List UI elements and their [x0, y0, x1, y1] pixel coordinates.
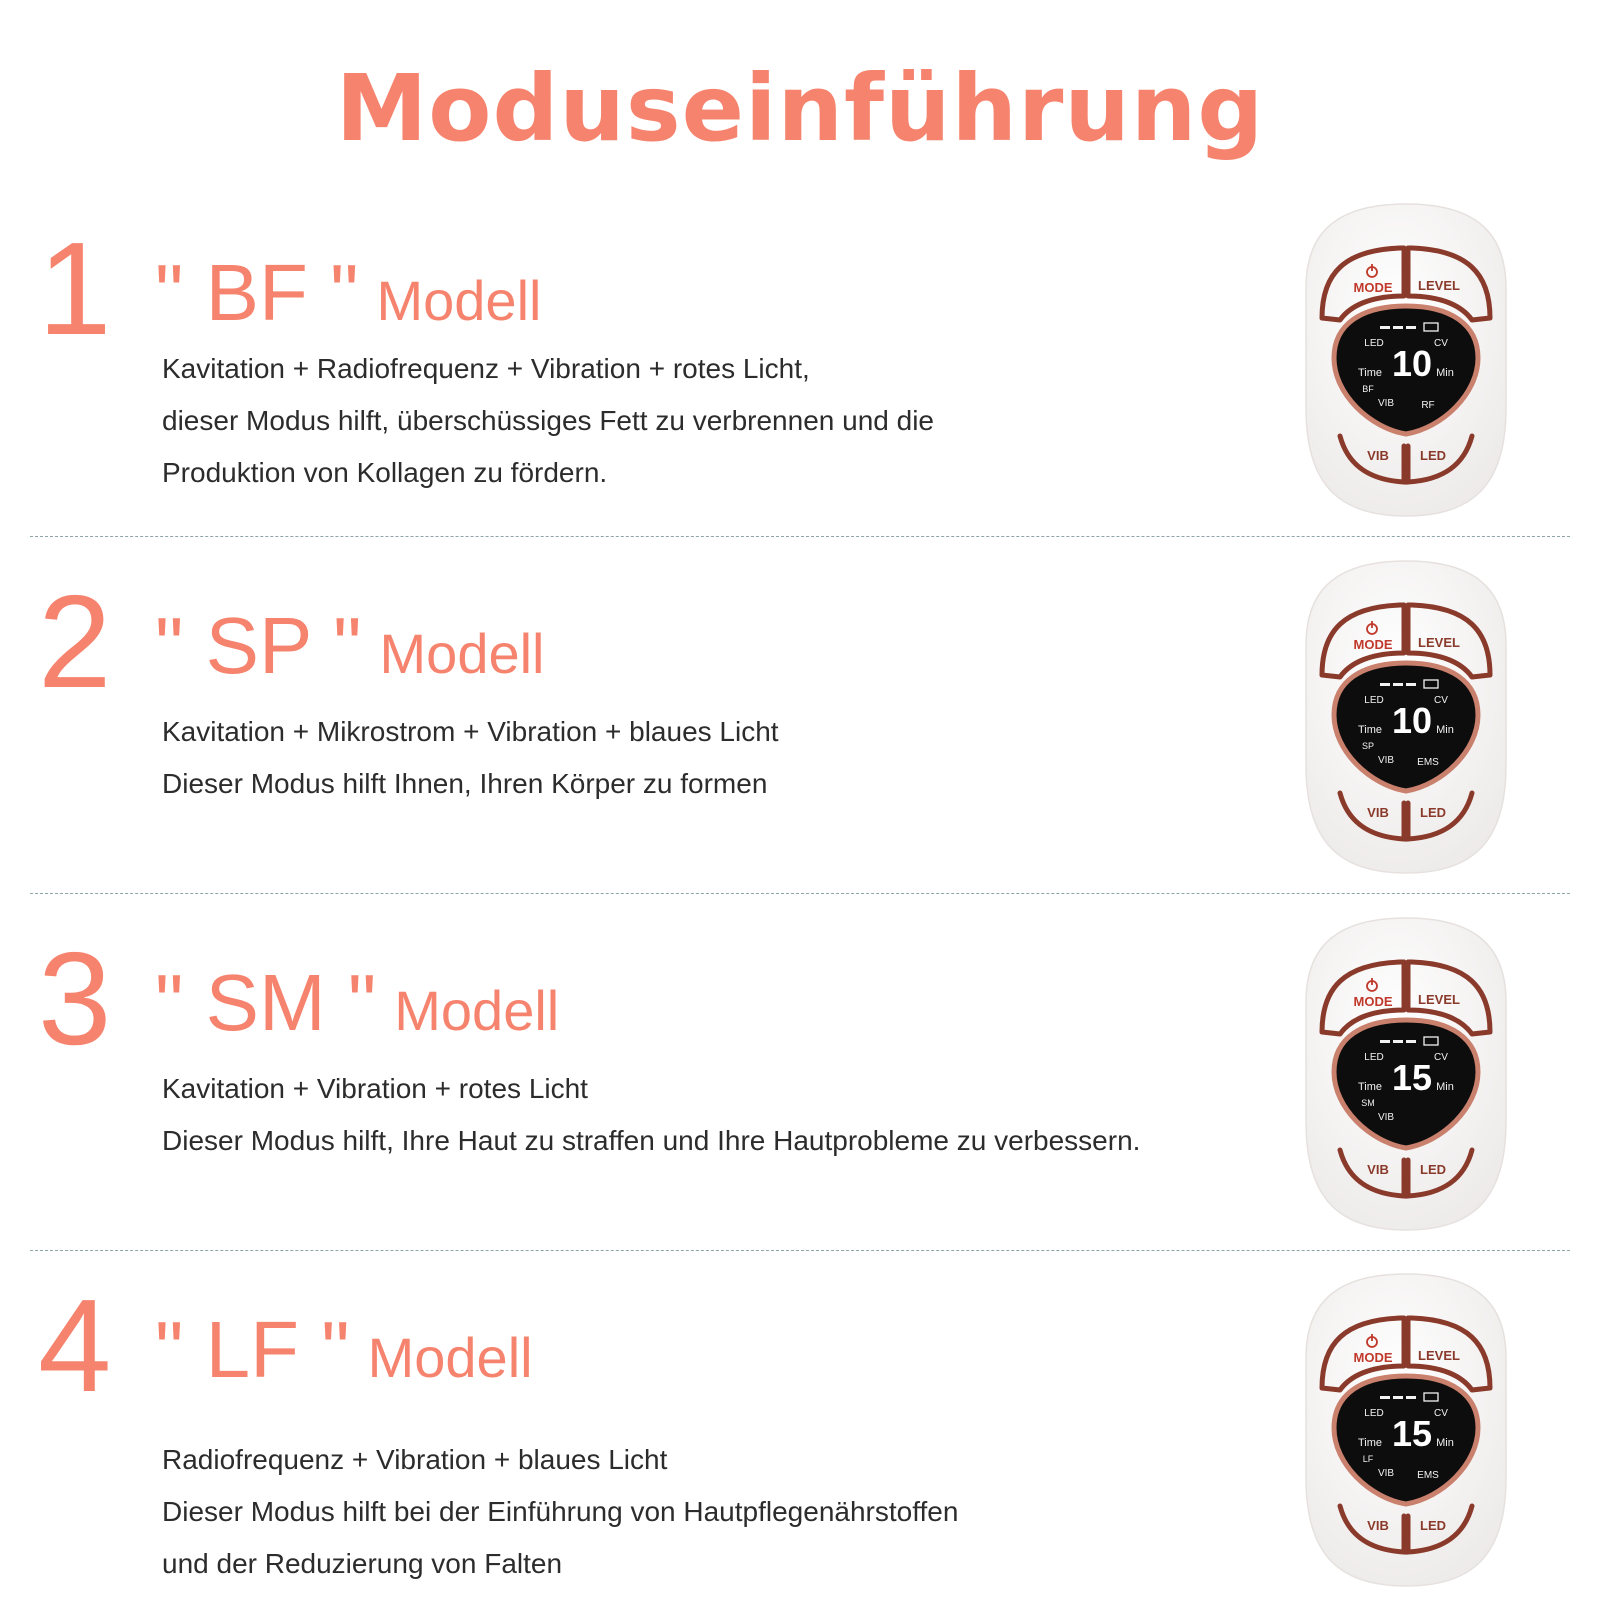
description-line: Kavitation + Mikrostrom + Vibration + blaues Licht	[162, 716, 779, 747]
screen-vib-label: VIB	[1377, 755, 1395, 766]
screen-time-value: 15	[1391, 1413, 1433, 1454]
description-line: Dieser Modus hilft bei der Einführung von Hautpflegenährstoffen	[162, 1496, 959, 1527]
screen-extra-label: EMS	[1417, 757, 1439, 768]
level-button-label: LEVEL	[1418, 992, 1460, 1007]
mode-description	[162, 343, 934, 499]
mode-word: Modell	[394, 979, 560, 1042]
screen-time-label: Time	[1357, 1081, 1383, 1093]
screen-cv-label: CV	[1434, 338, 1448, 349]
level-bar	[1406, 1040, 1416, 1043]
mode-word: Modell	[367, 1326, 533, 1389]
section-number: 3	[38, 925, 112, 1072]
level-bar	[1406, 1396, 1416, 1399]
level-bar	[1393, 326, 1403, 329]
mode-code: " LF "	[155, 1305, 350, 1394]
level-bar	[1406, 683, 1416, 686]
screen-mode-label: BF	[1362, 384, 1374, 394]
level-bar	[1393, 1396, 1403, 1399]
page-title: Moduseinführung	[335, 55, 1265, 162]
vib-button-label: VIB	[1367, 448, 1389, 463]
screen-mode-label: LF	[1362, 1454, 1374, 1464]
screen-time-label: Time	[1357, 1437, 1383, 1449]
screen-time-value: 15	[1391, 1057, 1433, 1098]
screen-time-label: Time	[1357, 724, 1383, 736]
screen-min-label: Min	[1436, 367, 1454, 379]
vib-button-label: VIB	[1367, 1518, 1389, 1533]
vib-button-label: VIB	[1367, 805, 1389, 820]
section-divider	[30, 893, 1570, 894]
screen-led-label: LED	[1364, 695, 1384, 706]
level-bar	[1380, 683, 1390, 686]
screen-cv-label: CV	[1434, 695, 1448, 706]
screen-extra-label: EMS	[1417, 1470, 1439, 1481]
mode-code: " SP "	[155, 601, 362, 690]
mode-code: " SM "	[155, 958, 377, 1047]
screen-vib-label: VIB	[1377, 1468, 1395, 1479]
section-heading	[155, 1305, 533, 1394]
screen-min-label: Min	[1436, 1437, 1454, 1449]
section-heading	[155, 958, 560, 1047]
mode-button-label: MODE	[1353, 1350, 1393, 1365]
device-svg	[1300, 555, 1512, 877]
mode-word: Modell	[376, 269, 542, 332]
mode-code: " BF "	[155, 248, 359, 337]
device-svg	[1300, 1268, 1512, 1590]
section-heading	[155, 601, 545, 690]
screen-time-label: Time	[1357, 367, 1383, 379]
mode-word: Modell	[379, 622, 545, 685]
description-line: Radiofrequenz + Vibration + blaues Licht	[162, 1444, 668, 1475]
description-line: dieser Modus hilft, überschüssiges Fett zu verbrennen und die	[162, 405, 934, 436]
device-illustration-sm	[1300, 912, 1512, 1234]
screen-extra-label: RF	[1421, 400, 1435, 411]
led-button-label: LED	[1420, 805, 1446, 820]
device-svg	[1300, 198, 1512, 520]
screen-led-label: LED	[1364, 338, 1384, 349]
led-button-label: LED	[1420, 1518, 1446, 1533]
mode-button-label: MODE	[1353, 280, 1393, 295]
description-line: Dieser Modus hilft Ihnen, Ihren Körper zu formen	[162, 768, 768, 799]
level-bar	[1380, 1040, 1390, 1043]
description-line: Kavitation + Radiofrequenz + Vibration + rotes Licht,	[162, 353, 810, 384]
section-divider	[30, 1250, 1570, 1251]
level-button-label: LEVEL	[1418, 1348, 1460, 1363]
section-number: 4	[38, 1272, 112, 1419]
led-button-label: LED	[1420, 448, 1446, 463]
screen-vib-label: VIB	[1377, 1112, 1395, 1123]
level-bar	[1393, 1040, 1403, 1043]
section-divider	[30, 536, 1570, 537]
section-number: 1	[38, 215, 112, 362]
level-button-label: LEVEL	[1418, 635, 1460, 650]
screen-vib-label: VIB	[1377, 398, 1395, 409]
level-button-label: LEVEL	[1418, 278, 1460, 293]
led-button-label: LED	[1420, 1162, 1446, 1177]
screen-time-value: 10	[1391, 343, 1433, 384]
mode-button-label: MODE	[1353, 637, 1393, 652]
level-bar	[1406, 326, 1416, 329]
section-heading	[155, 248, 542, 337]
description-line: Dieser Modus hilft, Ihre Haut zu straffen und Ihre Hautprobleme zu verbessern.	[162, 1125, 1141, 1156]
mode-description	[162, 706, 779, 810]
screen-mode-label: SP	[1361, 741, 1375, 751]
mode-button-label: MODE	[1353, 994, 1393, 1009]
device-svg	[1300, 912, 1512, 1234]
device-illustration-sp	[1300, 555, 1512, 877]
screen-mode-label: SM	[1361, 1098, 1375, 1108]
screen-led-label: LED	[1364, 1052, 1384, 1063]
description-line: und der Reduzierung von Falten	[162, 1548, 563, 1579]
mode-description	[162, 1063, 1140, 1167]
level-bar	[1380, 326, 1390, 329]
description-line: Produktion von Kollagen zu fördern.	[162, 457, 608, 488]
screen-time-value: 10	[1391, 700, 1433, 741]
vib-button-label: VIB	[1367, 1162, 1389, 1177]
mode-description	[162, 1434, 958, 1590]
description-line: Kavitation + Vibration + rotes Licht	[162, 1073, 588, 1104]
screen-min-label: Min	[1436, 1081, 1454, 1093]
screen-cv-label: CV	[1434, 1052, 1448, 1063]
level-bar	[1380, 1396, 1390, 1399]
level-bar	[1393, 683, 1403, 686]
device-illustration-lf	[1300, 1268, 1512, 1590]
screen-min-label: Min	[1436, 724, 1454, 736]
screen-cv-label: CV	[1434, 1408, 1448, 1419]
device-illustration-bf	[1300, 198, 1512, 520]
section-number: 2	[38, 568, 112, 715]
screen-led-label: LED	[1364, 1408, 1384, 1419]
